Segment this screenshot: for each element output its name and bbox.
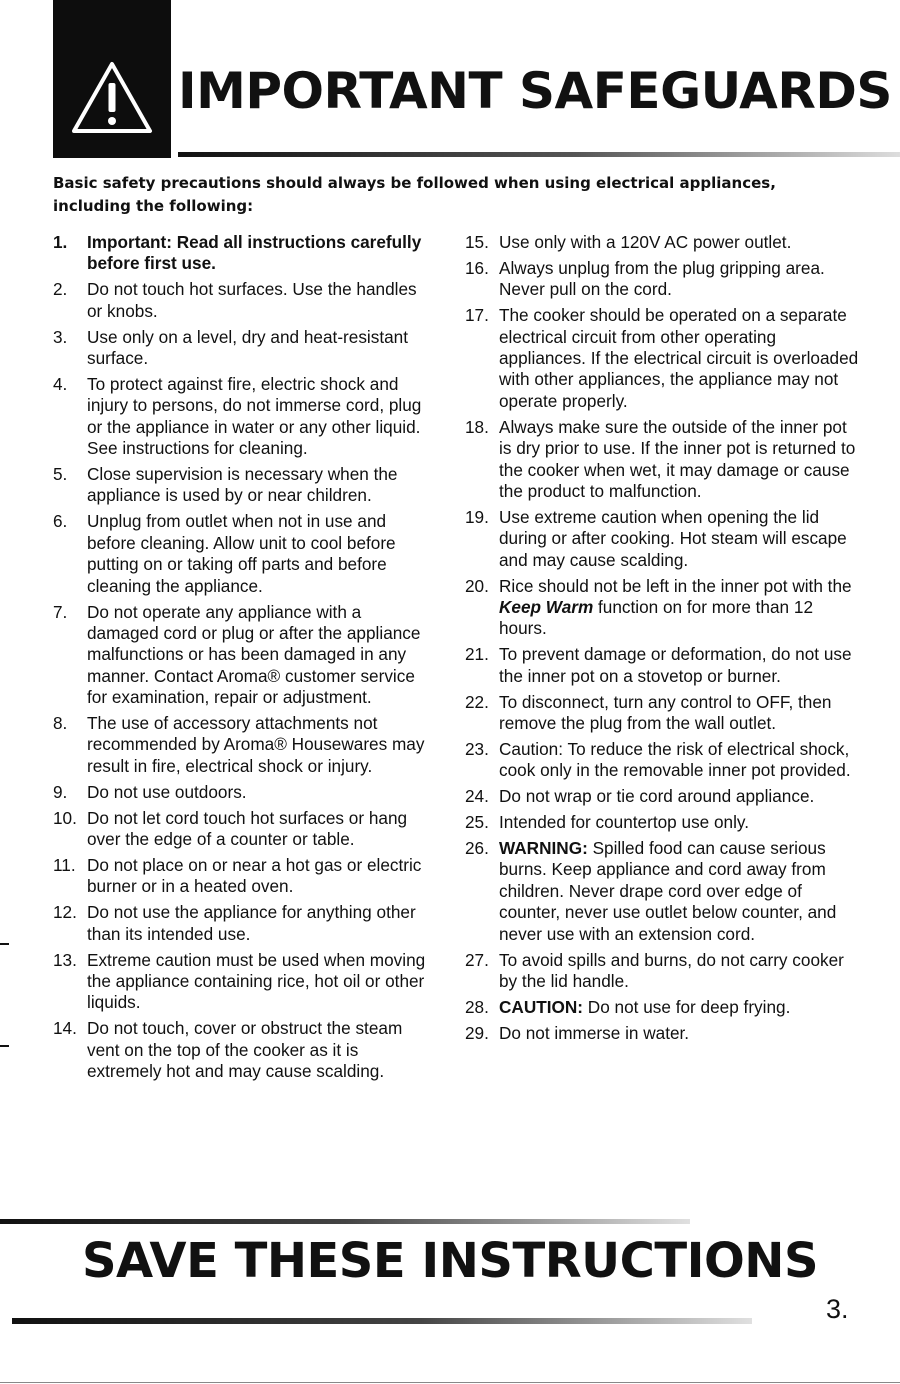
item-number: 16. (465, 257, 489, 278)
safeguard-item (53, 808, 435, 851)
footer-rule-top (0, 1219, 690, 1224)
item-text-segment: Use only with a 120V AC power outlet. (499, 232, 792, 252)
item-text (499, 692, 860, 735)
item-number: 8. (53, 713, 68, 734)
title-underline (178, 152, 900, 157)
safeguard-item (465, 232, 860, 253)
safeguard-item (465, 997, 860, 1018)
item-text (499, 258, 860, 301)
safeguard-item (53, 232, 435, 275)
item-number: 25. (465, 812, 489, 833)
safeguard-item (53, 374, 435, 460)
safeguard-item (465, 507, 860, 571)
safeguard-item (465, 1023, 860, 1044)
item-text (87, 327, 435, 370)
item-number: 4. (53, 373, 68, 394)
item-text-segment: Use only on a level, dry and heat-resistant surface. (87, 326, 409, 369)
item-number: 22. (465, 691, 489, 712)
item-text (499, 786, 860, 807)
item-text-segment: To prevent damage or deformation, do not use the inner pot on a stovetop or burner. (499, 644, 852, 686)
item-number: 21. (465, 644, 489, 665)
item-text (499, 417, 860, 503)
item-text (87, 602, 435, 709)
item-text-segment: The use of accessory attachments not recommended by Aroma® Housewares may result in fire, electrical shock or injury. (87, 713, 425, 776)
item-number: 10. (53, 807, 77, 828)
item-number: 27. (465, 949, 489, 970)
item-number: 26. (465, 838, 489, 859)
item-text-segment: Do not use outdoors. (87, 781, 247, 802)
item-text-segment: Caution: To reduce the risk of electrical shock, cook only in the removable inner pot provided. (499, 738, 851, 781)
item-text-segment: Do not let cord touch hot surfaces or hang over the edge of a counter or table. (87, 807, 408, 850)
item-text (87, 782, 435, 803)
item-text (87, 713, 435, 777)
item-text-segment: Unplug from outlet when not in use and before cleaning. Allow unit to cool before putting on or taking off parts and before cleaning the appliance. (87, 511, 396, 596)
safeguard-item (53, 464, 435, 507)
item-text (87, 511, 435, 597)
safeguards-list-left (53, 232, 435, 1087)
safeguard-item (465, 305, 860, 412)
item-text-segment: Extreme caution must be used when moving the appliance containing rice, hot oil or other liquids. (87, 949, 426, 1013)
safeguard-item (465, 576, 860, 640)
intro-text: Basic safety precautions should always be followed when using electrical appliances, including the following: (53, 174, 776, 215)
item-text (499, 838, 860, 945)
item-number: 6. (53, 511, 68, 532)
item-text (499, 1023, 860, 1044)
item-number: 3. (53, 326, 68, 347)
margin-tick (0, 943, 9, 945)
item-text (87, 279, 435, 322)
safeguard-item (53, 855, 435, 898)
item-text-segment: Close supervision is necessary when the appliance is used by or near children. (87, 464, 398, 506)
item-text-segment: function on for more than 12 hours. (499, 597, 814, 639)
item-number: 17. (465, 305, 489, 326)
item-text (499, 739, 860, 782)
item-text-segment: CAUTION: (499, 996, 584, 1017)
item-number: 15. (465, 232, 489, 252)
footer-rule-bottom (12, 1318, 752, 1324)
safeguard-item (53, 602, 435, 709)
item-text-segment: Do not use the appliance for anything other than its intended use. (87, 902, 416, 944)
safeguard-item (465, 644, 860, 687)
item-text-segment: The cooker should be operated on a separate electrical circuit from other operating appliances. If the electrical circuit is overloaded with other appliances, the appliance may not operate properly. (499, 305, 859, 411)
item-text-segment: Always unplug from the plug gripping area. Never pull on the cord. (499, 257, 825, 300)
safeguard-item (53, 950, 435, 1014)
item-text (87, 950, 435, 1014)
item-number: 11. (53, 854, 76, 875)
item-text (87, 1018, 435, 1082)
item-text (87, 855, 435, 898)
item-text-segment: WARNING: (499, 838, 588, 859)
item-number: 19. (465, 506, 489, 527)
item-text-segment: Do not place on or near a hot gas or electric burner or in a heated oven. (87, 854, 422, 897)
item-number: 9. (53, 781, 68, 802)
safeguard-item (53, 279, 435, 322)
safeguard-item (53, 327, 435, 370)
item-number: 18. (465, 416, 489, 437)
item-text-segment: Important: Read all instructions carefully before first use. (87, 232, 422, 274)
item-text (499, 232, 860, 253)
page-title: IMPORTANT SAFEGUARDS (178, 62, 892, 120)
item-text (499, 997, 860, 1018)
item-text (87, 464, 435, 507)
item-text-segment: To protect against fire, electric shock and injury to persons, do not immerse cord, plug or the appliance in water or any other liquid. See instructions for cleaning. (87, 373, 422, 459)
safeguard-item (53, 713, 435, 777)
item-number: 12. (53, 902, 77, 923)
safeguards-list-right (465, 232, 860, 1049)
item-number: 28. (465, 996, 489, 1017)
margin-tick (0, 1045, 9, 1047)
safeguard-item (53, 1018, 435, 1082)
item-text-segment: Do not use for deep frying. (583, 996, 791, 1017)
item-text-segment: Do not operate any appliance with a damaged cord or plug or after the appliance malfunctions or has been damaged in any manner. Contact Aroma® customer service for examination, repair or adjustment. (87, 601, 421, 708)
item-number: 14. (53, 1018, 77, 1039)
item-text (499, 507, 860, 571)
safeguard-item (465, 950, 860, 993)
page-number: 3. (826, 1294, 849, 1324)
item-text-segment: Always make sure the outside of the inner pot is dry prior to use. If the inner pot is returned to the cooker when wet, it may damage or cause the product to malfunction. (499, 416, 856, 501)
item-text-segment: Intended for countertop use only. (499, 812, 750, 833)
warning-box (53, 0, 171, 158)
safeguard-item (465, 786, 860, 807)
item-number: 29. (465, 1022, 489, 1043)
item-text (87, 374, 435, 460)
item-text (499, 644, 860, 687)
item-text (87, 902, 435, 945)
safeguard-item (465, 812, 860, 833)
item-text-segment: Use extreme caution when opening the lid during or after cooking. Hot steam will escape and may cause scalding. (499, 506, 847, 570)
item-number: 20. (465, 575, 489, 596)
safeguard-item (465, 258, 860, 301)
item-number: 24. (465, 786, 489, 807)
item-text-segment: Do not immerse in water. (499, 1022, 690, 1043)
item-number: 23. (465, 738, 489, 759)
item-text (499, 812, 860, 833)
item-number: 2. (53, 279, 68, 300)
save-instructions-heading: SAVE THESE INSTRUCTIONS (81, 1233, 819, 1289)
item-text-segment: Do not touch, cover or obstruct the steam vent on the top of the cooker as it is extremely hot and may cause scalding. (87, 1018, 403, 1082)
item-text-segment: Do not touch hot surfaces. Use the handles or knobs. (87, 279, 417, 321)
item-text-segment: Do not wrap or tie cord around appliance. (499, 786, 815, 807)
safeguard-item (465, 739, 860, 782)
item-text (87, 808, 435, 851)
item-text-segment: To disconnect, turn any control to OFF, then remove the plug from the wall outlet. (499, 691, 832, 734)
item-text-segment: Keep Warm (499, 597, 594, 617)
safeguard-item (465, 417, 860, 503)
warning-triangle-icon (70, 60, 154, 136)
safeguard-item (465, 692, 860, 735)
item-text-segment: Rice should not be left in the inner pot with the (499, 575, 852, 596)
item-number: 7. (53, 601, 68, 622)
item-number: 13. (53, 949, 77, 970)
item-text (499, 576, 860, 640)
item-text (499, 950, 860, 993)
page-bottom-border (0, 1382, 900, 1383)
item-number: 5. (53, 464, 68, 485)
safeguard-item (465, 838, 860, 945)
safeguard-item (53, 782, 435, 803)
item-text-segment: To avoid spills and burns, do not carry cooker by the lid handle. (499, 949, 844, 991)
item-text (499, 305, 860, 412)
safeguard-item (53, 511, 435, 597)
item-number: 1. (53, 232, 68, 252)
item-text-segment: Spilled food can cause serious burns. Keep appliance and cord away from children. Never drape cord over edge of counter, never use outlet below counter, and never use with an extension cord. (499, 838, 837, 944)
item-text (87, 232, 435, 275)
safeguard-item (53, 902, 435, 945)
